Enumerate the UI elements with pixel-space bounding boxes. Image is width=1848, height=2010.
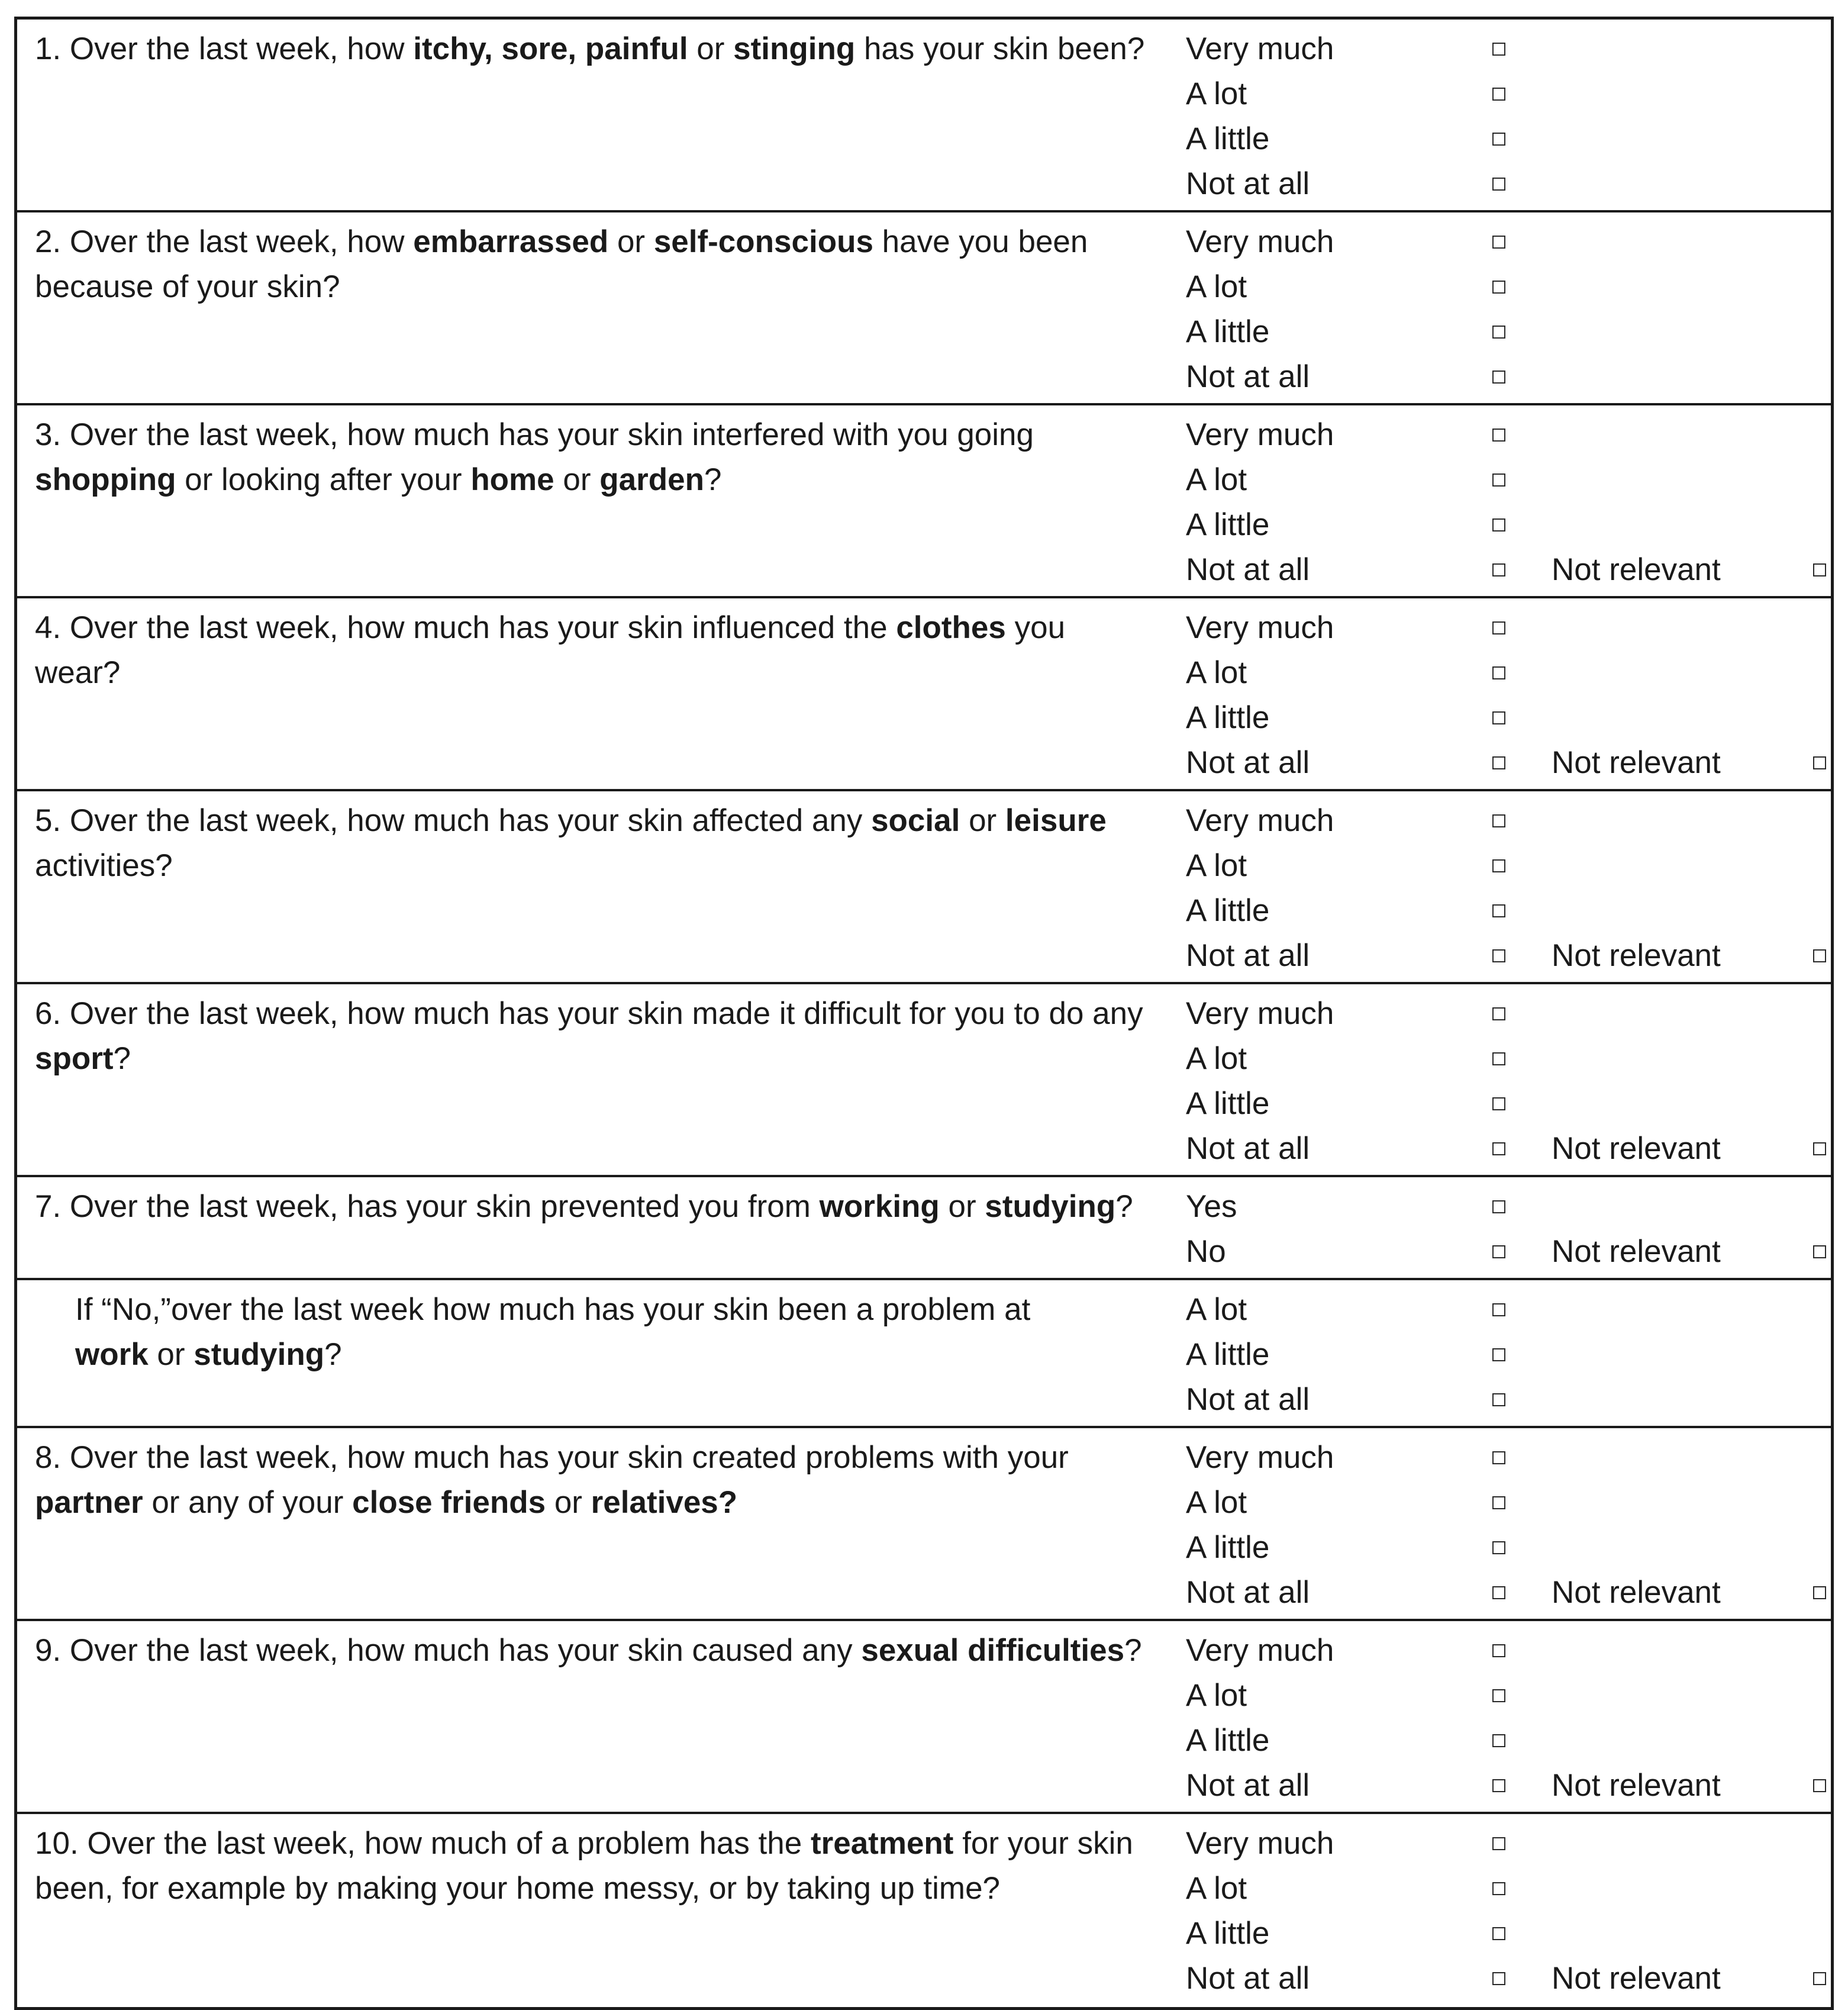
option-checkbox[interactable] — [1492, 1200, 1505, 1213]
option-checkbox[interactable] — [1492, 756, 1505, 769]
question-text-segment: or looking after your — [176, 462, 471, 497]
question-text-emphasis: self-conscious — [653, 224, 873, 259]
question-text-segment: has your skin been? — [855, 31, 1145, 66]
question-text-segment: ? — [324, 1337, 342, 1372]
question-text-segment: or any of your — [143, 1485, 353, 1520]
not-relevant-label: Not relevant — [1552, 745, 1721, 780]
question-text-emphasis: work — [75, 1337, 149, 1372]
option-checkbox[interactable] — [1492, 1586, 1505, 1599]
question-row-11 — [17, 1814, 1831, 2007]
question-text-segment: activities? — [35, 848, 173, 883]
question-text-segment: or — [939, 1189, 985, 1224]
option-checkbox[interactable] — [1492, 1052, 1505, 1065]
option-checkbox[interactable] — [1492, 1541, 1505, 1554]
question-text-segment: ? — [1124, 1633, 1142, 1668]
question-text-emphasis: stinging — [733, 31, 856, 66]
option-checkbox[interactable] — [1492, 1927, 1505, 1940]
question-row-10 — [17, 1621, 1831, 1814]
option-checkbox[interactable] — [1492, 88, 1505, 101]
question-text-segment: 9. Over the last week, how much has your skin caused any — [35, 1633, 862, 1668]
option-checkbox[interactable] — [1492, 178, 1505, 191]
option-label: Very much — [1186, 1633, 1334, 1668]
question-text-emphasis: sport — [35, 1041, 114, 1076]
not-relevant-checkbox[interactable] — [1813, 1779, 1826, 1792]
option-checkbox[interactable] — [1492, 371, 1505, 384]
questionnaire-table — [14, 17, 1834, 2010]
question-text-segment: ? — [113, 1041, 131, 1076]
question-row-6 — [17, 984, 1831, 1177]
question-text-emphasis: itchy, sore, painful — [413, 31, 688, 66]
option-label: A lot — [1186, 1871, 1247, 1906]
question-row-8 — [17, 1280, 1831, 1428]
option-label: A lot — [1186, 655, 1247, 690]
option-label: A lot — [1186, 1292, 1247, 1327]
question-text-segment: you wear? — [35, 610, 1066, 690]
option-checkbox[interactable] — [1492, 1348, 1505, 1361]
option-label: Not at all — [1186, 1768, 1310, 1803]
question-row-1 — [17, 20, 1831, 212]
option-label: Not at all — [1186, 745, 1310, 780]
not-relevant-label: Not relevant — [1552, 938, 1721, 973]
option-checkbox[interactable] — [1492, 1496, 1505, 1509]
option-checkbox[interactable] — [1492, 949, 1505, 962]
option-label: Very much — [1186, 224, 1334, 259]
not-relevant-label: Not relevant — [1552, 1131, 1721, 1166]
option-label: A lot — [1186, 269, 1247, 304]
option-label: A lot — [1186, 1485, 1247, 1520]
option-checkbox[interactable] — [1492, 236, 1505, 249]
option-checkbox[interactable] — [1492, 814, 1505, 827]
option-checkbox[interactable] — [1492, 1451, 1505, 1464]
question-row-2 — [17, 212, 1831, 405]
not-relevant-checkbox[interactable] — [1813, 756, 1826, 769]
question-row-5 — [17, 791, 1831, 984]
option-checkbox[interactable] — [1492, 1007, 1505, 1020]
option-checkbox[interactable] — [1492, 1882, 1505, 1895]
question-text-segment: 7. Over the last week, has your skin prevented you from — [35, 1189, 820, 1224]
option-label: Not at all — [1186, 1961, 1310, 1996]
question-text-segment: for your skin been, for example by making your home messy, or by taking up time? — [35, 1826, 1133, 1906]
option-checkbox[interactable] — [1492, 1972, 1505, 1985]
option-label: Very much — [1186, 803, 1334, 838]
question-text — [75, 1287, 1081, 1377]
not-relevant-checkbox[interactable] — [1813, 563, 1826, 576]
not-relevant-checkbox[interactable] — [1813, 949, 1826, 962]
question-text-emphasis: working — [819, 1189, 940, 1224]
option-label: A lot — [1186, 76, 1247, 111]
question-text — [35, 991, 1159, 1081]
option-checkbox[interactable] — [1492, 473, 1505, 487]
question-row-7 — [17, 1177, 1831, 1280]
not-relevant-checkbox[interactable] — [1813, 1586, 1826, 1599]
question-text-emphasis: relatives? — [591, 1485, 738, 1520]
option-label: A little — [1186, 893, 1270, 928]
option-checkbox[interactable] — [1492, 1689, 1505, 1702]
option-label: A little — [1186, 1530, 1270, 1565]
question-text-segment: ? — [1115, 1189, 1133, 1224]
option-checkbox[interactable] — [1492, 1644, 1505, 1657]
question-text-segment: 5. Over the last week, how much has your skin affected any — [35, 803, 872, 838]
question-text-emphasis: embarrassed — [413, 224, 609, 259]
option-label: A little — [1186, 507, 1270, 542]
question-text-segment: or — [608, 224, 654, 259]
option-label: Not at all — [1186, 1575, 1310, 1610]
question-text-segment: or — [688, 31, 734, 66]
question-text-segment: If “No,”over the last week how much has your skin been a problem at — [75, 1292, 1031, 1327]
question-text — [35, 413, 1159, 502]
option-label: A little — [1186, 314, 1270, 349]
option-label: No — [1186, 1234, 1226, 1269]
option-label: A little — [1186, 121, 1270, 156]
question-text-segment: 4. Over the last week, how much has your skin influenced the — [35, 610, 896, 645]
question-text-segment: or — [554, 462, 600, 497]
option-checkbox[interactable] — [1492, 563, 1505, 576]
not-relevant-checkbox[interactable] — [1813, 1245, 1826, 1258]
question-row-9 — [17, 1428, 1831, 1621]
option-checkbox[interactable] — [1492, 1393, 1505, 1406]
option-label: Very much — [1186, 1826, 1334, 1861]
question-text — [35, 220, 1159, 310]
option-checkbox[interactable] — [1492, 1734, 1505, 1747]
question-text-segment: 3. Over the last week, how much has your skin interfered with you going — [35, 417, 1034, 452]
option-checkbox[interactable] — [1492, 518, 1505, 532]
option-checkbox[interactable] — [1492, 1837, 1505, 1850]
option-label: A lot — [1186, 1041, 1247, 1076]
question-text-emphasis: close friends — [352, 1485, 546, 1520]
option-checkbox[interactable] — [1492, 621, 1505, 634]
question-text — [35, 605, 1159, 695]
not-relevant-checkbox[interactable] — [1813, 1972, 1826, 1985]
not-relevant-label: Not relevant — [1552, 552, 1721, 587]
option-label: A lot — [1186, 848, 1247, 883]
question-text-emphasis: leisure — [1005, 803, 1107, 838]
option-checkbox[interactable] — [1492, 133, 1505, 146]
question-text-emphasis: studying — [985, 1189, 1116, 1224]
option-checkbox[interactable] — [1492, 1097, 1505, 1110]
question-text-segment: 6. Over the last week, how much has your skin made it difficult for you to do any — [35, 996, 1143, 1031]
question-text — [35, 27, 1159, 72]
option-label: Not at all — [1186, 1382, 1310, 1417]
option-checkbox[interactable] — [1492, 1142, 1505, 1155]
option-label: Not at all — [1186, 359, 1310, 394]
question-row-3 — [17, 405, 1831, 598]
question-text — [35, 798, 1159, 888]
not-relevant-label: Not relevant — [1552, 1234, 1721, 1269]
option-label: A little — [1186, 1086, 1270, 1121]
option-label: A little — [1186, 1337, 1270, 1372]
question-text-emphasis: studying — [193, 1337, 325, 1372]
question-text — [35, 1184, 1159, 1229]
option-label: Very much — [1186, 1440, 1334, 1475]
question-text-emphasis: home — [470, 462, 554, 497]
option-label: Not at all — [1186, 938, 1310, 973]
option-checkbox[interactable] — [1492, 1245, 1505, 1258]
option-label: Yes — [1186, 1189, 1237, 1224]
question-text-emphasis: social — [871, 803, 960, 838]
option-checkbox[interactable] — [1492, 904, 1505, 917]
option-label: Not at all — [1186, 166, 1310, 201]
option-checkbox[interactable] — [1492, 711, 1505, 724]
option-label: Not at all — [1186, 552, 1310, 587]
question-text-emphasis: shopping — [35, 462, 176, 497]
question-text — [35, 1628, 1159, 1673]
option-label: Very much — [1186, 996, 1334, 1031]
option-checkbox[interactable] — [1492, 859, 1505, 872]
question-text-segment: or — [960, 803, 1005, 838]
option-label: A lot — [1186, 1678, 1247, 1713]
not-relevant-label: Not relevant — [1552, 1961, 1721, 1996]
question-text-emphasis: sexual difficulties — [861, 1633, 1125, 1668]
question-text-segment: ? — [704, 462, 722, 497]
question-text-emphasis: garden — [599, 462, 704, 497]
not-relevant-label: Not relevant — [1552, 1575, 1721, 1610]
question-text-segment: 8. Over the last week, how much has your skin created problems with your — [35, 1440, 1069, 1475]
option-label: A little — [1186, 1916, 1270, 1951]
option-label: Very much — [1186, 417, 1334, 452]
question-text — [35, 1821, 1159, 1911]
option-label: Not at all — [1186, 1131, 1310, 1166]
option-label: A little — [1186, 1723, 1270, 1758]
option-checkbox[interactable] — [1492, 1779, 1505, 1792]
question-text-segment: 1. Over the last week, how — [35, 31, 414, 66]
question-row-4 — [17, 598, 1831, 791]
option-checkbox[interactable] — [1492, 429, 1505, 442]
option-checkbox[interactable] — [1492, 281, 1505, 294]
option-checkbox[interactable] — [1492, 1303, 1505, 1316]
question-text-emphasis: partner — [35, 1485, 143, 1520]
option-label: Very much — [1186, 31, 1334, 66]
question-text-emphasis: treatment — [810, 1826, 954, 1861]
not-relevant-checkbox[interactable] — [1813, 1142, 1826, 1155]
question-text — [35, 1435, 1159, 1525]
question-text-segment: 2. Over the last week, how — [35, 224, 414, 259]
option-label: A lot — [1186, 462, 1247, 497]
question-text-segment: 10. Over the last week, how much of a problem has the — [35, 1826, 811, 1861]
question-text-segment: have you been because of your skin? — [35, 224, 1088, 304]
question-text-segment: or — [148, 1337, 194, 1372]
option-label: Very much — [1186, 610, 1334, 645]
option-checkbox[interactable] — [1492, 43, 1505, 56]
option-checkbox[interactable] — [1492, 326, 1505, 339]
question-text-emphasis: clothes — [896, 610, 1006, 645]
question-text-segment: or — [546, 1485, 591, 1520]
not-relevant-label: Not relevant — [1552, 1768, 1721, 1803]
option-label: A little — [1186, 700, 1270, 735]
option-checkbox[interactable] — [1492, 666, 1505, 679]
